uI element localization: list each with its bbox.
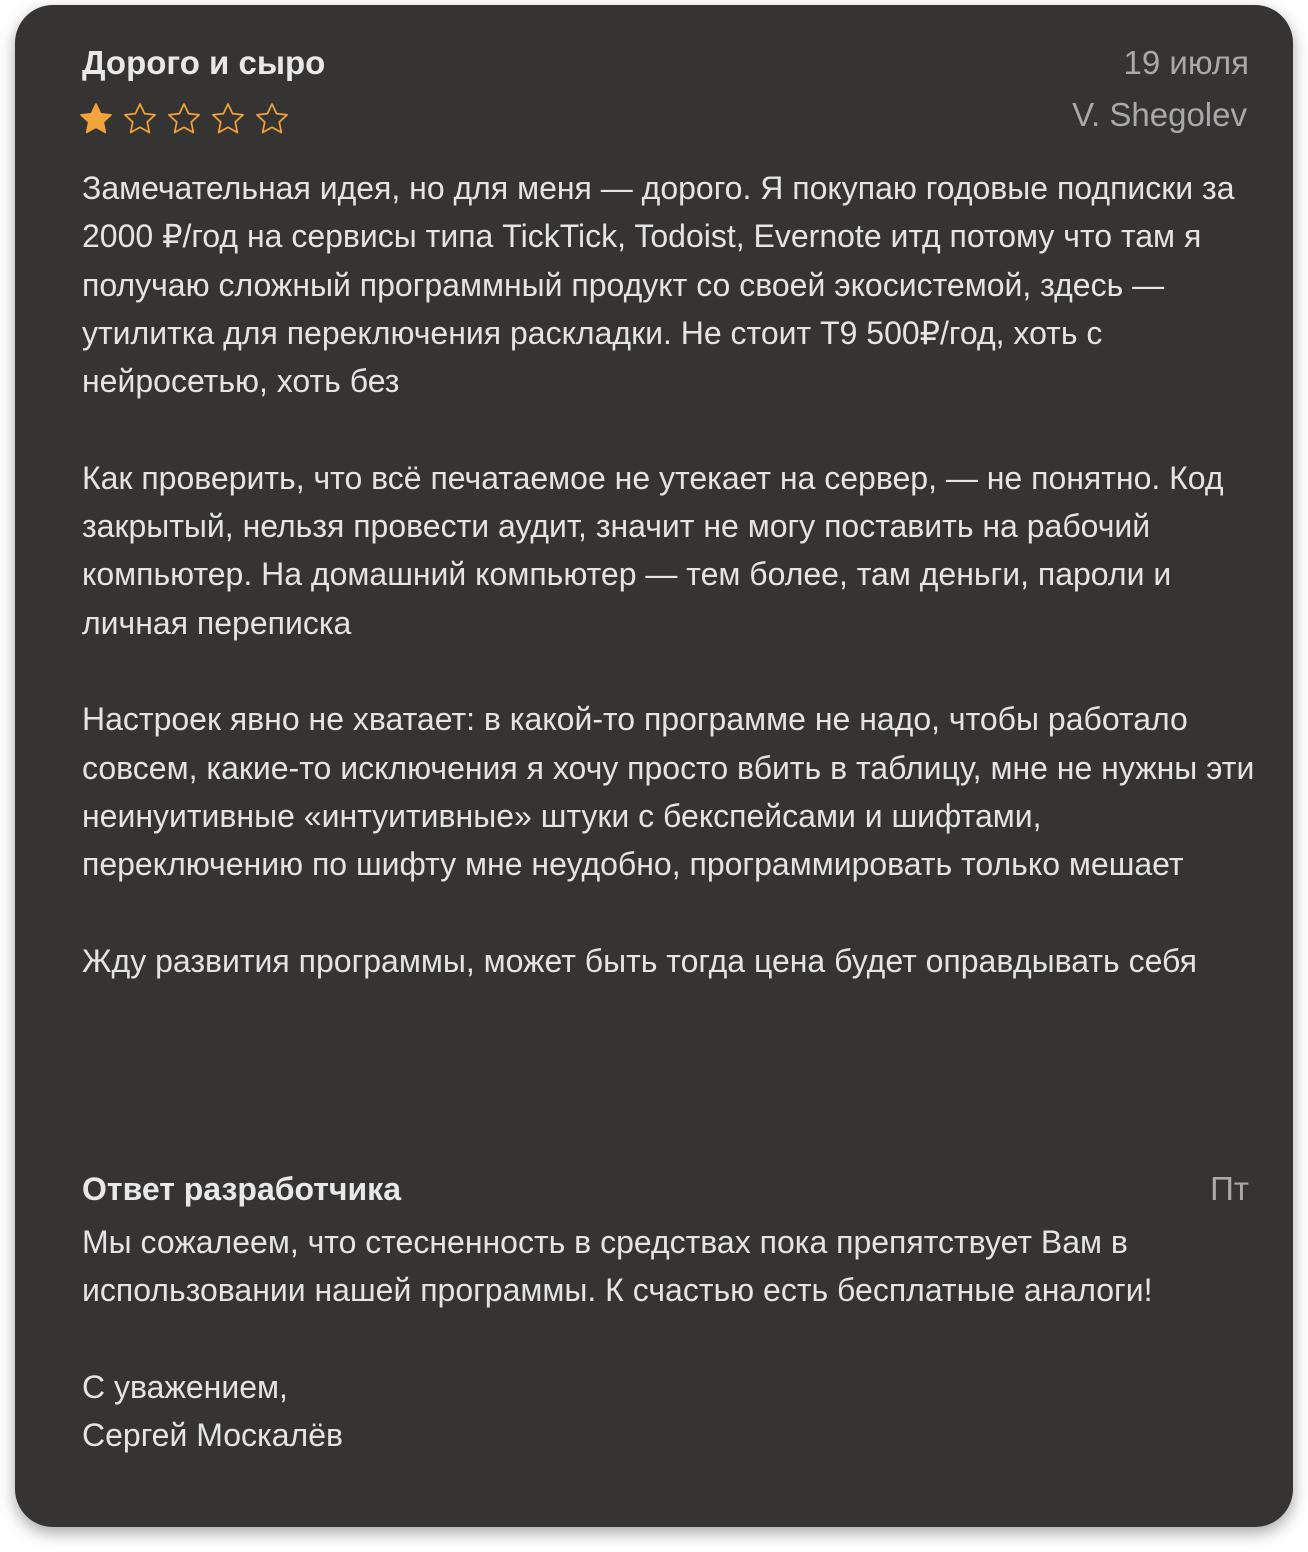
review-paragraph: Замечательная идея, но для меня — дорого. Я покупаю годовые подписки за 2000 ₽/год на сервисы типа TickTick, Todoist, Evernote итд потому что там я получаю сложный программный продукт со своей экосистемой, здесь — утилитка для переключения раскладки. Не стоит T9 500₽/год, хоть с нейросетью, хоть без [82,170,1235,400]
review-body [82,164,1257,985]
review-author: V. Shegolev [1072,96,1247,133]
review-paragraph: Настроек явно не хватает: в какой-то программе не надо, чтобы работало совсем, какие-то исключения я хочу просто вбить в таблицу, мне не нужны эти неинуитивные «интуитивные» штуки с бекспейсами и шифтами, переключению по шифту мне неудобно, программировать только мешает [82,701,1255,883]
review-paragraph: Жду развития программы, может быть тогда цена будет оправдывать себя [82,942,1197,979]
star-empty-icon [121,100,159,138]
developer-response-title: Ответ разработчика [82,1171,401,1207]
response-paragraph: Мы сожалеем, что стесненность в средствах пока препятствует Вам в использовании нашей программы. К счастью есть бесплатные аналоги! [82,1224,1153,1309]
response-signature: С уважением, Сергей Москалёв [82,1368,344,1454]
star-empty-icon [165,100,203,138]
developer-response-date: Пт [1210,1170,1249,1207]
star-empty-icon [209,100,247,138]
star-empty-icon [253,100,291,138]
developer-response-body [82,1218,1257,1459]
review-card [15,5,1293,1527]
review-title: Дорого и сыро [82,44,326,81]
star-filled-icon [77,100,115,138]
review-paragraph: Как проверить, что всё печатаемое не утекает на сервер, — не понятно. Код закрытый, нельзя провести аудит, значит не могу поставить на рабочий компьютер. На домашний компьютер — тем более, там деньги, пароли и личная переписка [82,459,1224,641]
star-rating [77,100,291,138]
review-date: 19 июля [1123,44,1249,81]
